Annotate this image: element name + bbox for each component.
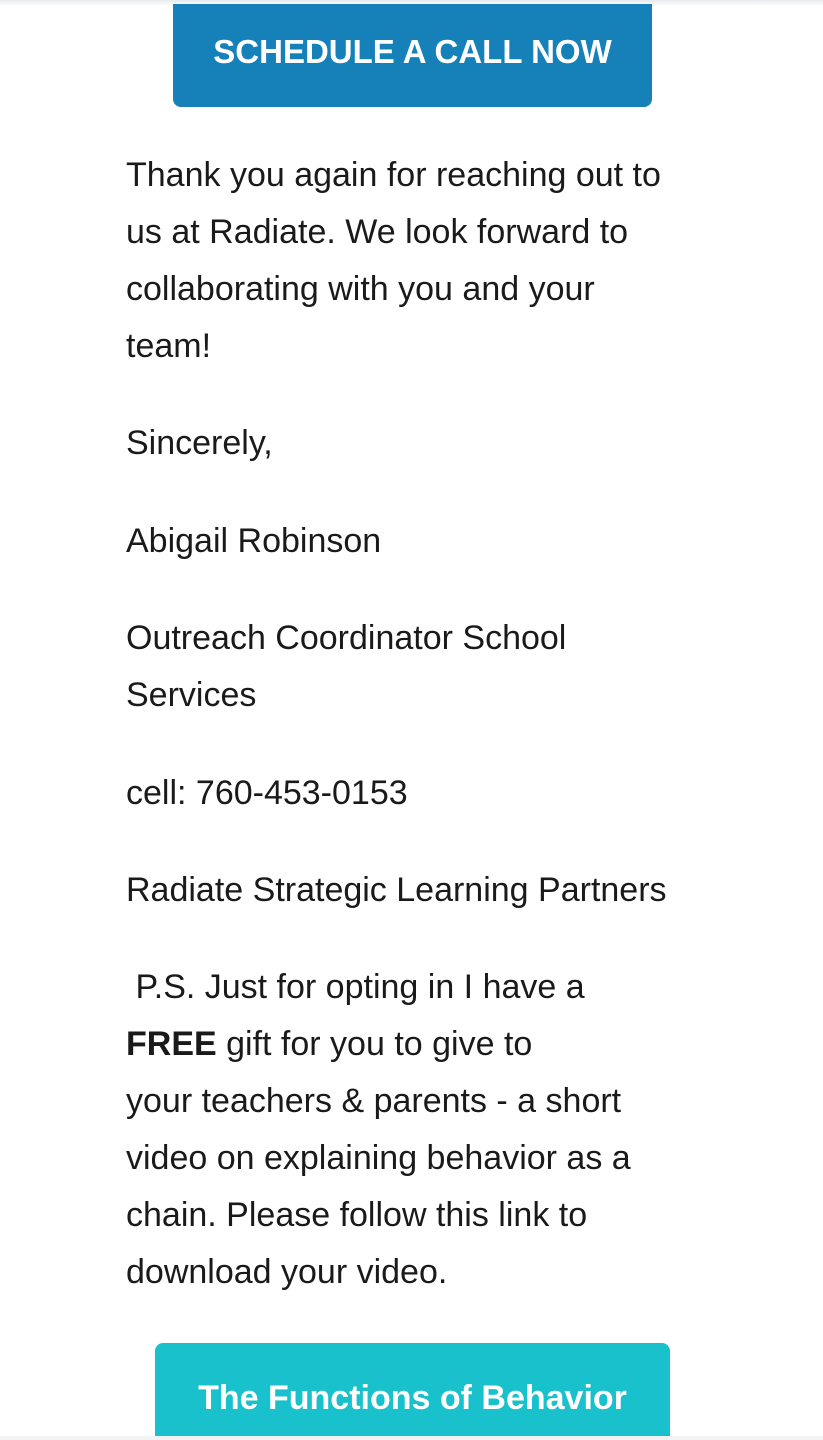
ps-line-2: gift for you to give to [216,1025,533,1063]
thank-you-line-4: team! [126,327,212,365]
thank-you-line-3: collaborating with you and your [126,270,595,308]
sender-title [126,610,726,724]
thank-you-line-2: us at Radiate. We look forward to [126,213,629,251]
ps-paragraph [126,959,726,1301]
schedule-call-button[interactable]: SCHEDULE A CALL NOW [173,4,652,107]
ps-line-5: chain. Please follow this link to [126,1196,588,1234]
ps-line-3: your teachers & parents - a short [126,1082,622,1120]
ps-line-1: P.S. Just for opting in I have a [126,968,585,1006]
free-label: FREE [126,1025,217,1063]
ps-line-6: download your video. [126,1253,448,1291]
functions-of-behavior-button[interactable]: The Functions of Behavior [155,1343,670,1440]
bottom-edge-divider [0,1436,823,1440]
company-name: Radiate Strategic Learning Partners [126,871,667,909]
thank-you-line-1: Thank you again for reaching out to [126,156,661,194]
cell-phone: cell: 760-453-0153 [126,774,408,812]
thank-you-paragraph [126,147,726,375]
sender-title-line-1: Outreach Coordinator School [126,619,567,657]
sender-title-line-2: Services [126,676,257,714]
ps-line-4: video on explaining behavior as a [126,1139,631,1177]
sender-name: Abigail Robinson [126,522,382,560]
closing-text: Sincerely, [126,424,273,462]
